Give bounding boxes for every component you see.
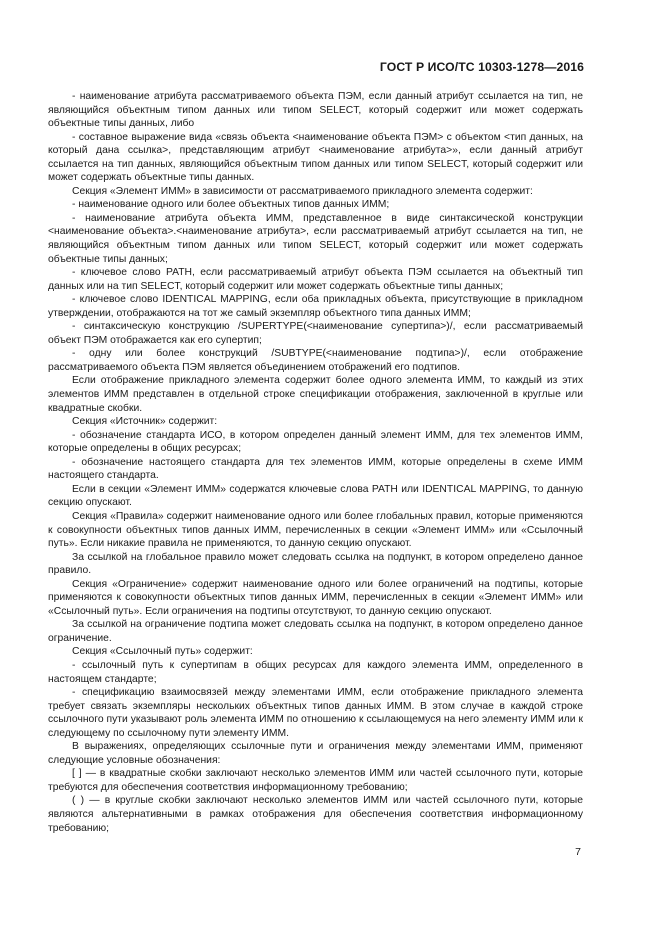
paragraph: - наименование одного или более объектных типов данных ИММ; <box>72 199 390 211</box>
paragraph: ( ) — в круглые скобки заключают несколько элементов ИММ или частей ссылочного пути, которые являются альтернативными в рамках отображения для обеспечения соответствия информационному требованию; <box>48 795 583 834</box>
paragraph: - синтаксическую конструкцию /SUPERTYPE(<наименование супертипа>)/, если рассматриваемый объект ПЭМ отображается как его супертип; <box>48 321 583 346</box>
paragraph: - одну или более конструкций /SUBTYPE(<наименование подтипа>)/, если отображение рассматриваемого объекта ПЭМ является объединением отображений его подтипов. <box>48 348 583 373</box>
paragraph: - спецификацию взаимосвязей между элементами ИММ, если отображение прикладного элемента требует связать экземпляры нескольких объектных типов данных ИММ. В этом случае в каждой строке ссылочного пути указывают роль элемента ИММ по отношению к ссылающемуся на него элементу ИММ или к следующему по ссылочному пути элементу ИММ. <box>48 687 583 739</box>
paragraph: За ссылкой на ограничение подтипа может следовать ссылка на подпункт, в котором определено данное ограничение. <box>48 619 583 644</box>
paragraph: - ссылочный путь к супертипам в общих ресурсах для каждого элемента ИММ, определенного в настоящем стандарте; <box>48 659 583 685</box>
paragraph: [ ] — в квадратные скобки заключают несколько элементов ИММ или частей ссылочного пути, которые требуются для обеспечения соответствия информационному требованию; <box>48 768 583 793</box>
paragraph: - обозначение настоящего стандарта для тех элементов ИММ, которые определены в схеме ИММ настоящего стандарта. <box>48 456 583 482</box>
paragraph: - наименование атрибута объекта ИММ, представленное в виде синтаксической конструкции <наименование объекта>.<наименование атрибута>, если рассматриваемый атрибут ссылается на тип, не являющийся объектным типом данных или типом SELECT, который содержит или может содержать объектные типы данных; <box>48 212 583 265</box>
paragraph: Секция «Источник» содержит: <box>72 416 218 428</box>
body-text <box>48 90 583 835</box>
paragraph: В выражениях, определяющих ссылочные пути и ограничения между элементами ИММ, применяют следующие условные обозначения: <box>48 741 583 766</box>
paragraph: - наименование атрибута рассматриваемого объекта ПЭМ, если данный атрибут ссылается на тип, не являющийся объектным типом данных или типом SELECT, который содержит или может содержать объектные типы данных, либо <box>48 91 583 130</box>
standard-designation: ГОСТ Р ИСО/ТС 10303-1278—2016 <box>379 60 584 74</box>
paragraph: Если в секции «Элемент ИММ» содержатся ключевые слова PATH или IDENTICAL MAPPING, то данную секцию опускают. <box>48 483 583 509</box>
paragraph: - составное выражение вида «связь объекта <наименование объекта ПЭМ> с объектом <тип данных, на который дана ссылка>, представляющим атрибут <наименование атрибута>», если данный атрибут ссылается на тип данных, являющийся объектным типом данных или типом SELECT, который содержит или может содержать объектные типы данных. <box>48 131 583 184</box>
paragraph: Секция «Элемент ИММ» в зависимости от рассматриваемого прикладного элемента содержит: <box>72 185 533 197</box>
paragraph: Секция «Правила» содержит наименование одного или более глобальных правил, которые применяются к совокупности объектных типов данных ИММ, перечисленных в секции «Элемент ИММ» или «Ссылочный путь». Если никакие правила не применяются, то данную секцию опускают. <box>48 510 583 550</box>
paragraph: - ключевое слово PATH, если рассматриваемый атрибут объекта ПЭМ ссылается на объектный тип данных или на тип SELECT, который содержит или может содержать объектные типы данных; <box>48 267 583 292</box>
paragraph: Секция «Ссылочный путь» содержит: <box>72 646 253 658</box>
paragraph: - ключевое слово IDENTICAL MAPPING, если оба прикладных объекта, присутствующие в прикладном утверждении, отображаются на тот же самый экземпляр объектного типа данных ИММ; <box>48 294 583 319</box>
paragraph: - обозначение стандарта ИСО, в котором определен данный элемент ИММ, для тех элементов ИММ, которые определены в общих ресурсах; <box>48 429 583 455</box>
page-number: 7 <box>575 846 581 858</box>
paragraph: За ссылкой на глобальное правило может следовать ссылка на подпункт, в котором определено данное правило. <box>48 551 583 577</box>
paragraph: Если отображение прикладного элемента содержит более одного элемента ИММ, то каждый из этих элементов ИММ представлен в отдельной строке спецификации отображения, заключенной в круглые или квадратные скобки. <box>48 375 583 414</box>
paragraph: Секция «Ограничение» содержит наименование одного или более ограничений на подтипы, которые применяются к совокупности объектных типов данных ИММ, перечисленных в секции «Элемент ИММ» или «Ссылочный путь». Если ограничения на подтипы отсутствуют, то данную секцию опускают. <box>48 578 583 617</box>
